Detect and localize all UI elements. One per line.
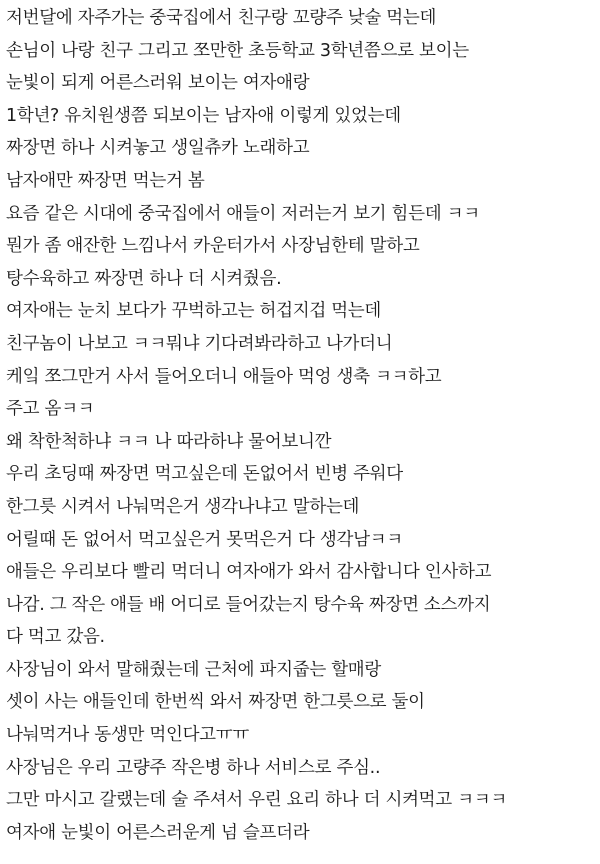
text-line-15: 우리 초딩때 짜장면 먹고싶은데 돈없어서 빈병 주워다 — [6, 464, 403, 485]
text-line-12: 케잌 쪼그만거 사서 들어오더니 애들아 먹엉 생축 ㅋㅋ하고 — [6, 366, 442, 387]
text-line-9: 탕수육하고 짜장면 하나 더 시켜줬음. — [6, 268, 282, 289]
text-line-5: 짜장면 하나 시켜놓고 생일츄카 노래하고 — [6, 138, 310, 159]
text-line-20: 다 먹고 갔음. — [6, 627, 105, 648]
text-line-23: 나눠먹거나 동생만 먹인다고ㅠㅠ — [6, 725, 249, 746]
text-line-11: 친구놈이 나보고 ㅋㅋ뭐냐 기다려봐라하고 나가더니 — [6, 333, 393, 354]
text-line-24: 사장님은 우리 고량주 작은병 하나 서비스로 주심.. — [6, 757, 381, 778]
text-line-25: 그만 마시고 갈랬는데 술 주셔서 우린 요리 하나 더 시켜먹고 ㅋㅋㅋ — [6, 790, 507, 811]
text-line-18: 애들은 우리보다 빨리 먹더니 여자애가 와서 감사합니다 인사하고 — [6, 562, 492, 583]
text-line-22: 셋이 사는 애들인데 한번씩 와서 짜장면 한그릇으로 둘이 — [6, 692, 425, 713]
text-line-6: 남자애만 짜장면 먹는거 봄 — [6, 170, 205, 191]
text-line-26: 여자애 눈빛이 어른스러운게 넘 슬프더라 — [6, 822, 310, 843]
text-line-4: 1학년? 유치원생쯤 되보이는 남자애 이렇게 있었는데 — [6, 105, 401, 126]
text-line-2: 손님이 나랑 친구 그리고 쪼만한 초등학교 3학년쯤으로 보이는 — [6, 40, 469, 61]
text-line-7: 요즘 같은 시대에 중국집에서 애들이 저러는거 보기 힘든데 ㅋㅋ — [6, 203, 480, 224]
text-line-3: 눈빛이 되게 어른스러워 보이는 여자애랑 — [6, 73, 310, 94]
text-line-14: 왜 착한척하냐 ㅋㅋ 나 따라하냐 물어보니깐 — [6, 431, 332, 452]
text-line-13: 주고 옴ㅋㅋ — [6, 399, 95, 420]
text-line-1: 저번달에 자주가는 중국집에서 친구랑 꼬량주 낮술 먹는데 — [6, 8, 437, 28]
text-line-10: 여자애는 눈치 보다가 꾸벅하고는 허겁지겁 먹는데 — [6, 301, 382, 322]
text-line-21: 사장님이 와서 말해줬는데 근처에 파지줍는 할매랑 — [6, 659, 382, 680]
text-line-17: 어릴때 돈 없어서 먹고싶은거 못먹은거 다 생각남ㅋㅋ — [6, 529, 403, 550]
text-line-19: 나감. 그 작은 애들 배 어디로 들어갔는지 탕수육 짜장면 소스까지 — [6, 594, 491, 615]
text-line-8: 뭔가 좀 애잔한 느낌나서 카운터가서 사장님한테 말하고 — [6, 236, 420, 257]
text-line-16: 한그릇 시켜서 나눠먹은거 생각나냐고 말하는데 — [6, 496, 360, 517]
